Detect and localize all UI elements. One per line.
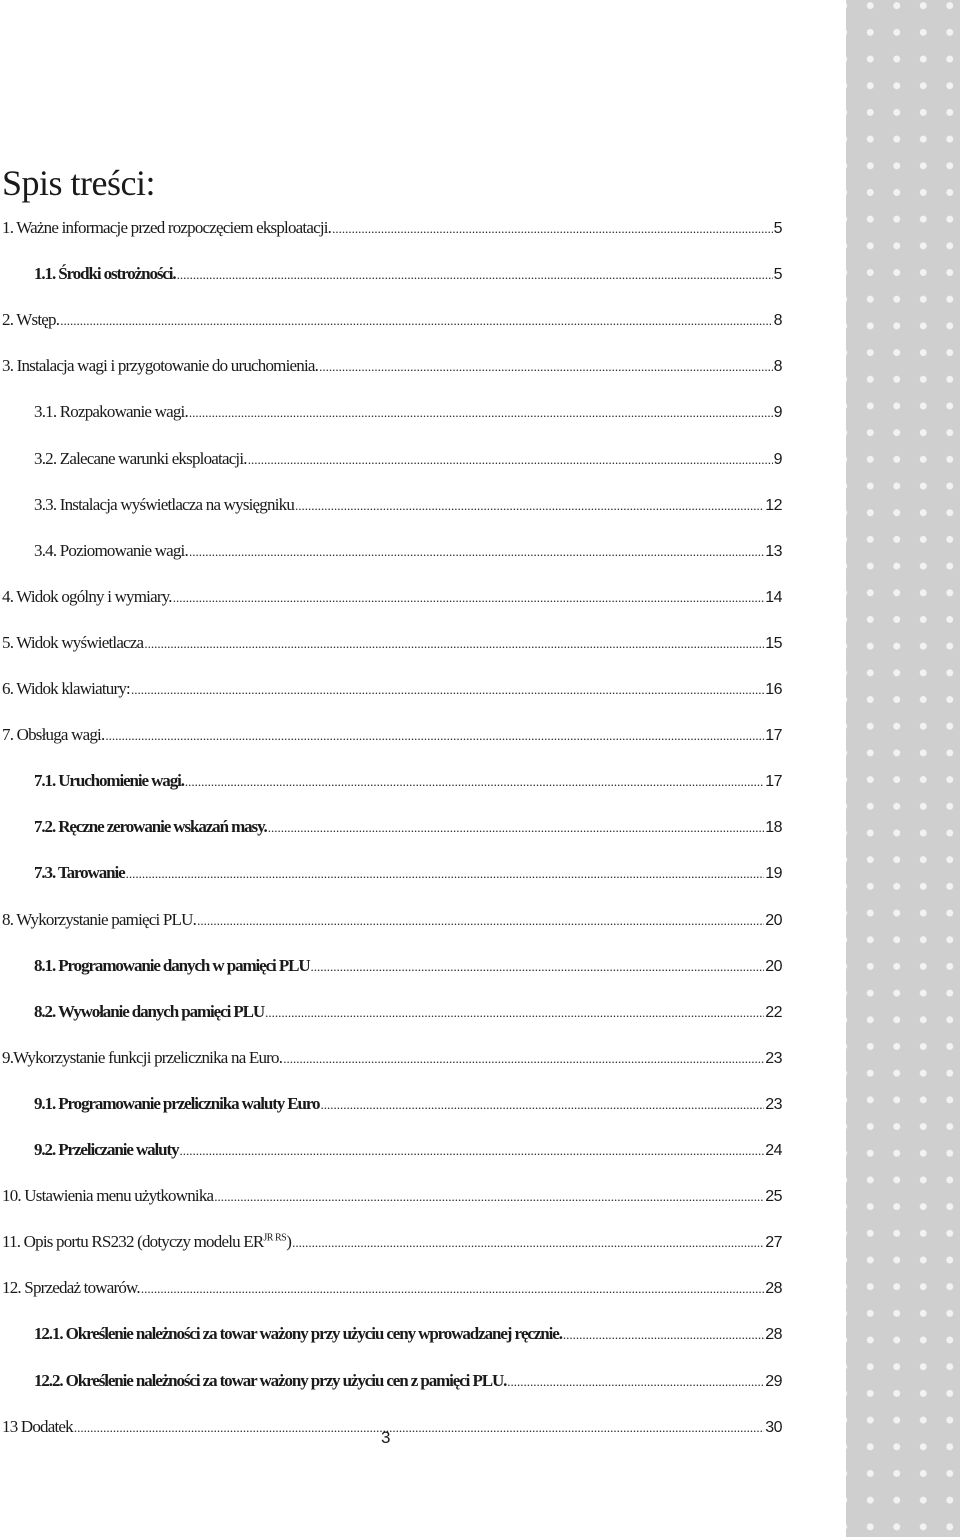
toc-entry[interactable] (2, 356, 782, 380)
toc-page-number: 19 (765, 865, 782, 882)
toc-entry[interactable] (2, 587, 782, 611)
toc-dot-leader (295, 495, 764, 515)
toc-entry-title: 5. Widok wyświetlacza (2, 633, 144, 652)
toc-entry-title: 1.1. Środki ostrożności. (34, 264, 176, 283)
toc-entry[interactable] (2, 1232, 782, 1256)
toc-dot-leader (60, 310, 772, 330)
toc-dot-leader (507, 1371, 764, 1391)
toc-dot-leader (214, 1186, 764, 1206)
toc-entry[interactable] (34, 863, 782, 887)
decorative-dotted-strip (846, 0, 960, 1537)
toc-entry-title: 1. Ważne informacje przed rozpoczęciem eksploatacji. (2, 218, 332, 237)
toc-dot-leader (283, 1048, 764, 1068)
toc-entry-title: 12.2. Określenie należności za towar ważony przy użyciu cen z pamięci PLU. (34, 1371, 507, 1390)
toc-dot-leader (141, 1278, 764, 1298)
toc-dot-leader (144, 633, 764, 653)
toc-entry[interactable] (34, 495, 782, 519)
toc-entry[interactable] (34, 1371, 782, 1395)
toc-dot-leader (268, 817, 765, 837)
toc-entry[interactable] (2, 1048, 782, 1072)
toc-page-number: 23 (765, 1096, 782, 1113)
toc-entry-title: 6. Widok klawiatury: (2, 679, 130, 698)
toc-entry[interactable] (34, 402, 782, 426)
toc-entry[interactable] (2, 310, 782, 334)
toc-entry-title: 8.2. Wywołanie danych pamięci PLU (34, 1002, 265, 1021)
toc-dot-leader (189, 402, 773, 422)
page-number: 3 (381, 1428, 391, 1447)
toc-entry-title: 8.1. Programowanie danych w pamięci PLU (34, 956, 310, 975)
toc-dot-leader (197, 910, 764, 930)
toc-dot-leader (74, 1417, 764, 1437)
toc-dot-leader (189, 541, 764, 561)
toc-entry[interactable] (34, 1094, 782, 1118)
toc-page-number: 8 (773, 312, 782, 329)
toc-page-number: 18 (765, 819, 782, 836)
toc-page-number: 27 (765, 1234, 782, 1251)
toc-entry-title: 10. Ustawienia menu użytkownika (2, 1186, 214, 1205)
toc-entry[interactable] (34, 1140, 782, 1164)
toc-dot-leader (292, 1232, 764, 1252)
toc-dot-leader (311, 956, 765, 976)
toc-entry-title: 3. Instalacja wagi i przygotowanie do uruchomienia. (2, 356, 319, 375)
toc-dot-leader (265, 1002, 764, 1022)
toc-entry-title: 12.1. Określenie należności za towar ważony przy użyciu ceny wprowadzanej ręcznie. (34, 1324, 562, 1343)
toc-entry[interactable] (2, 725, 782, 749)
toc-page-number: 24 (765, 1142, 782, 1159)
toc-entry-title: 7. Obsługa wagi. (2, 725, 105, 744)
toc-dot-leader (563, 1324, 764, 1344)
toc-dot-leader (105, 725, 764, 745)
toc-entry[interactable] (34, 817, 782, 841)
toc-entry[interactable] (34, 264, 782, 288)
toc-dot-leader (180, 1140, 765, 1160)
toc-entry-title: 3.2. Zalecane warunki eksploatacji. (34, 449, 247, 468)
toc-entry[interactable] (2, 633, 782, 657)
toc-entry[interactable] (34, 541, 782, 565)
toc-page-number: 25 (765, 1188, 782, 1205)
toc-page-number: 17 (765, 727, 782, 744)
toc-entry[interactable] (2, 910, 782, 934)
toc-page-number: 13 (765, 543, 782, 560)
toc-entry-title: 9.Wykorzystanie funkcji przelicznika na Euro. (2, 1048, 283, 1067)
toc-dot-leader (248, 449, 773, 469)
toc-entry[interactable] (34, 449, 782, 473)
toc-page-number: 15 (765, 635, 782, 652)
toc-page-number: 12 (765, 497, 782, 514)
toc-entry-title: 12. Sprzedaż towarów. (2, 1278, 140, 1297)
toc-entry-title: 13 Dodatek (2, 1417, 73, 1436)
toc-page-number: 28 (765, 1280, 782, 1297)
toc-page-number: 20 (765, 958, 782, 975)
toc-entry-title: 9.2. Przeliczanie waluty (34, 1140, 179, 1159)
toc-page-number: 8 (773, 358, 782, 375)
toc-page-number: 9 (773, 451, 782, 468)
toc-entry-superscript: JR RS (263, 1232, 287, 1244)
toc-entry-title: 4. Widok ogólny i wymiary. (2, 587, 172, 606)
toc-entry-title: 9.1. Programowanie przelicznika waluty Euro (34, 1094, 320, 1113)
toc-entry-title: 3.3. Instalacja wyświetlacza na wysięgniku (34, 495, 295, 514)
toc-entry[interactable] (34, 1324, 782, 1348)
toc-dot-leader (320, 1094, 764, 1114)
toc-dot-leader (173, 587, 764, 607)
toc-entry[interactable] (34, 956, 782, 980)
toc-page-number: 5 (773, 266, 782, 283)
toc-entry[interactable] (2, 679, 782, 703)
toc-dot-leader (332, 218, 772, 238)
toc-entry[interactable] (2, 1417, 782, 1441)
toc-dot-leader (319, 356, 773, 376)
toc-entry[interactable] (2, 1186, 782, 1210)
toc-entry-title: 3.4. Poziomowanie wagi. (34, 541, 188, 560)
toc-page-number: 16 (765, 681, 782, 698)
toc-entry-title: 3.1. Rozpakowanie wagi. (34, 402, 188, 421)
toc-entry-title: 11. Opis portu RS232 (dotyczy modelu $ER^{JR RS}$) (2, 1232, 292, 1251)
toc-page-number: 22 (765, 1004, 782, 1021)
page-title: Spis treści: (2, 163, 155, 203)
toc-page-number: 9 (773, 404, 782, 421)
toc-entry[interactable] (34, 1002, 782, 1026)
toc-entry[interactable] (2, 1278, 782, 1302)
toc-page-number: 30 (765, 1419, 782, 1436)
toc-entry[interactable] (34, 771, 782, 795)
toc-entry-title: 7.3. Tarowanie (34, 863, 125, 882)
toc-dot-leader (131, 679, 764, 699)
toc-entry-title: 8. Wykorzystanie pamięci PLU. (2, 910, 197, 929)
toc-page-number: 23 (765, 1050, 782, 1067)
toc-dot-leader (177, 264, 773, 284)
toc-dot-leader (185, 771, 764, 791)
toc-entry-title: 7.2. Ręczne zerowanie wskazań masy. (34, 817, 267, 836)
toc-page-number: 17 (765, 773, 782, 790)
toc-page-number: 14 (765, 589, 782, 606)
toc-page-number: 29 (765, 1373, 782, 1390)
toc-entry[interactable] (2, 218, 782, 242)
toc-dot-leader (126, 863, 765, 883)
toc-page-number: 5 (773, 220, 782, 237)
toc-entry-title: 2. Wstęp. (2, 310, 60, 329)
toc-entry-title: 7.1. Uruchomienie wagi. (34, 771, 184, 790)
toc-page-number: 20 (765, 912, 782, 929)
toc-page-number: 28 (765, 1326, 782, 1343)
